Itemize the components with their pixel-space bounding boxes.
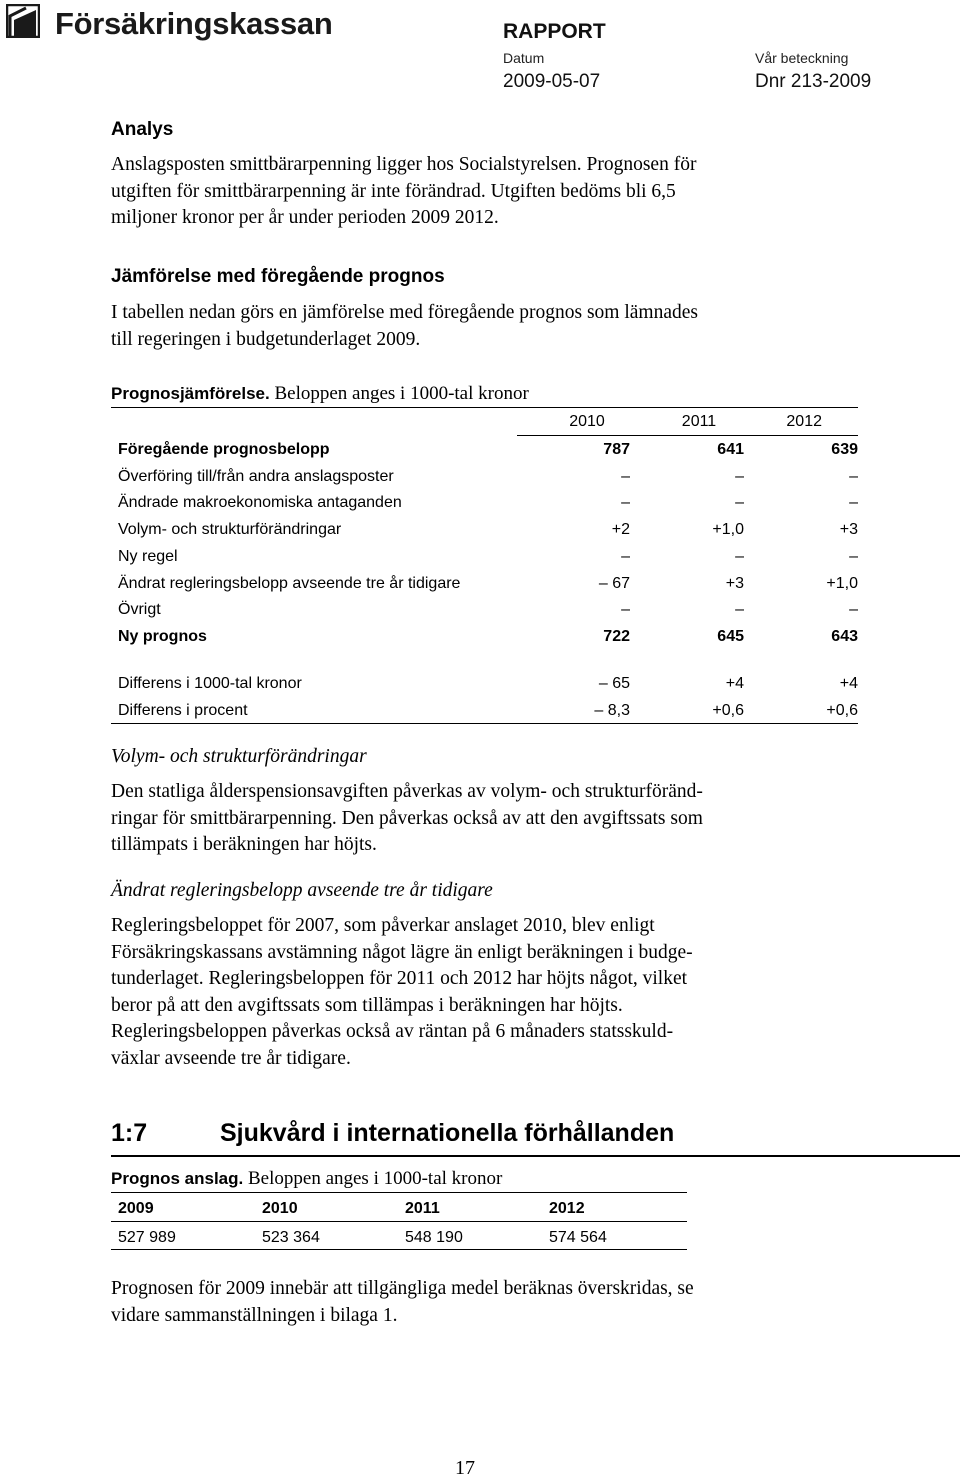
table-row <box>118 548 858 575</box>
reference-value: Dnr 213-2009 <box>755 71 872 92</box>
analysis-paragraph <box>111 152 696 232</box>
table2-top-rule <box>111 1192 687 1193</box>
cell-value: 787 <box>603 441 630 458</box>
cell-value: +1,0 <box>826 575 858 592</box>
minus-sign: – <box>598 575 613 592</box>
cell-value: 645 <box>717 628 744 645</box>
volym-paragraph <box>111 779 703 859</box>
table-row <box>118 468 858 495</box>
comparison-heading: Jämförelse med föregående prognos <box>111 266 445 287</box>
comparison-paragraph <box>111 300 698 353</box>
table2-header-cell: 2011 <box>405 1200 440 1217</box>
text-line: Den statliga ålderspensionsavgiften påverkas av volym- och strukturföränd- <box>111 781 703 802</box>
text-line: beror på att den avgiftssats som tillämpas i beräkningen har höjts. <box>111 994 623 1016</box>
andrat-paragraph <box>111 913 693 1072</box>
table2-value-cell: 527 989 <box>118 1229 176 1246</box>
text-line: till regeringen i budgetunderlaget 2009. <box>111 328 421 350</box>
logo-mark-icon <box>6 4 40 38</box>
text-line: utgiften för smittbärarpenning är inte förändrad. Utgiften bedöms bli 6,5 <box>111 180 676 202</box>
document-type: RAPPORT <box>503 20 606 43</box>
reference-label: Vår beteckning <box>755 50 849 66</box>
cell-value: – <box>621 548 630 565</box>
table1-year-header: 2012 <box>786 413 822 430</box>
cell-value: 639 <box>831 441 858 458</box>
cell-value: – <box>621 494 630 511</box>
text-line: växlar avseende tre år tidigare. <box>111 1047 351 1069</box>
table-row <box>118 494 858 521</box>
date-label: Datum <box>503 50 545 66</box>
cell-value: – <box>621 601 630 618</box>
cell-number: 65 <box>612 675 630 692</box>
table1-year-header: 2011 <box>681 413 717 430</box>
date-value: 2009-05-07 <box>503 71 601 92</box>
cell-value <box>520 675 630 693</box>
text-line: Prognosen för 2009 innebär att tillgängliga medel beräknas överskridas, se <box>111 1278 694 1299</box>
andrat-heading: Ändrat regleringsbelopp avseende tre år tidigare <box>111 880 493 901</box>
row-label: Differens i procent <box>118 702 248 719</box>
closing-paragraph <box>111 1276 694 1329</box>
page-number: 17 <box>455 1457 475 1479</box>
text-line: Anslagsposten smittbärarpenning ligger hos Socialstyrelsen. Prognosen för <box>111 154 697 175</box>
row-label: Volym- och strukturförändringar <box>118 521 342 538</box>
analysis-heading: Analys <box>111 119 174 140</box>
minus-sign: – <box>598 675 613 692</box>
row-label: Föregående prognosbelopp <box>118 441 330 458</box>
row-label: Övrigt <box>118 601 161 618</box>
cell-value: +1,0 <box>712 521 744 538</box>
cell-value: – <box>735 601 744 618</box>
volym-heading: Volym- och strukturförändringar <box>111 746 367 767</box>
table2-value-cell: 548 190 <box>405 1229 463 1246</box>
text-line: tillämpats i beräkningen har höjts. <box>111 834 377 855</box>
cell-value: – <box>735 494 744 511</box>
table-row <box>118 675 858 702</box>
cell-value: – <box>849 494 858 511</box>
cell-value: 722 <box>603 628 630 645</box>
cell-value: – <box>849 548 858 565</box>
row-label: Ny regel <box>118 548 178 565</box>
table2-header-cell: 2010 <box>262 1200 298 1217</box>
cell-value: +0,6 <box>826 702 858 719</box>
cell-value: – <box>735 468 744 485</box>
table1-top-rule <box>111 407 858 408</box>
table2-bottom-rule <box>111 1249 687 1250</box>
table1-caption <box>111 383 529 405</box>
text-line: Regleringsbeloppen påverkas också av räntan på 6 månaders statsskuld- <box>111 1021 674 1042</box>
minus-sign: – <box>594 702 608 719</box>
table-row <box>118 628 858 655</box>
table2-header-cell: 2012 <box>549 1200 585 1217</box>
table-row <box>118 521 858 548</box>
cell-value: – <box>735 548 744 565</box>
logo-text: Försäkringskassan <box>55 6 333 41</box>
cell-value: – <box>849 468 858 485</box>
cell-value: – <box>849 601 858 618</box>
row-label: Ändrade makroekonomiska antaganden <box>118 494 402 511</box>
text-line: I tabellen nedan görs en jämförelse med föregående prognos som lämnades <box>111 302 698 323</box>
cell-value: +3 <box>839 521 858 538</box>
table1-bottom-rule <box>111 723 858 724</box>
cell-number: 8,3 <box>607 702 630 719</box>
section-rule <box>111 1155 960 1157</box>
table1-year-header: 2010 <box>569 413 605 430</box>
text-line: miljoner kronor per år under perioden 2009 2012. <box>111 207 499 228</box>
table-row <box>118 441 858 468</box>
table-row <box>118 702 858 729</box>
table-row <box>118 601 858 628</box>
cell-value: – <box>621 468 630 485</box>
cell-value <box>520 702 630 720</box>
cell-value: 643 <box>831 628 858 645</box>
section-number: 1:7 <box>111 1119 148 1147</box>
cell-value: +4 <box>725 675 744 692</box>
row-label: Ändrat regleringsbelopp avseende tre år tidigare <box>118 575 461 592</box>
cell-value: +2 <box>611 521 630 538</box>
table2-header-rule <box>111 1221 687 1222</box>
table1-caption-text: Beloppen anges i 1000-tal kronor <box>269 383 529 404</box>
row-label: Överföring till/från andra anslagsposter <box>118 468 394 485</box>
cell-value: +3 <box>725 575 744 592</box>
text-line: Regleringsbeloppet för 2007, som påverkar anslaget 2010, blev enligt <box>111 915 655 936</box>
table1-caption-title: Prognosjämförelse. <box>111 384 270 403</box>
table2-value-cell: 523 364 <box>262 1229 320 1246</box>
row-label: Ny prognos <box>118 628 207 645</box>
cell-value: 641 <box>717 441 744 458</box>
text-line: tunderlaget. Regleringsbeloppen för 2011 och 2012 har höjts något, vilket <box>111 968 688 989</box>
row-label: Differens i 1000-tal kronor <box>118 675 302 692</box>
table2-caption-text: Beloppen anges i 1000-tal kronor <box>243 1168 503 1189</box>
text-line: ringar för smittbärarpenning. Den påverkas också av att den avgiftssats som <box>111 807 703 829</box>
table2-caption <box>111 1168 502 1190</box>
text-line: vidare sammanställningen i bilaga 1. <box>111 1304 398 1326</box>
table2-caption-title: Prognos anslag. <box>111 1169 244 1188</box>
cell-value: +4 <box>839 675 858 692</box>
cell-value: +0,6 <box>712 702 744 719</box>
cell-value <box>520 575 630 593</box>
table2-value-cell: 574 564 <box>549 1229 607 1246</box>
table-row <box>118 575 858 602</box>
table2-header-cell: 2009 <box>118 1200 154 1217</box>
section-title: Sjukvård i internationella förhållanden <box>220 1119 675 1147</box>
cell-number: 67 <box>612 575 630 592</box>
text-line: Försäkringskassans avstämning något lägre än enligt beräkningen i budge- <box>111 941 693 963</box>
table1-header-rule <box>517 435 858 436</box>
